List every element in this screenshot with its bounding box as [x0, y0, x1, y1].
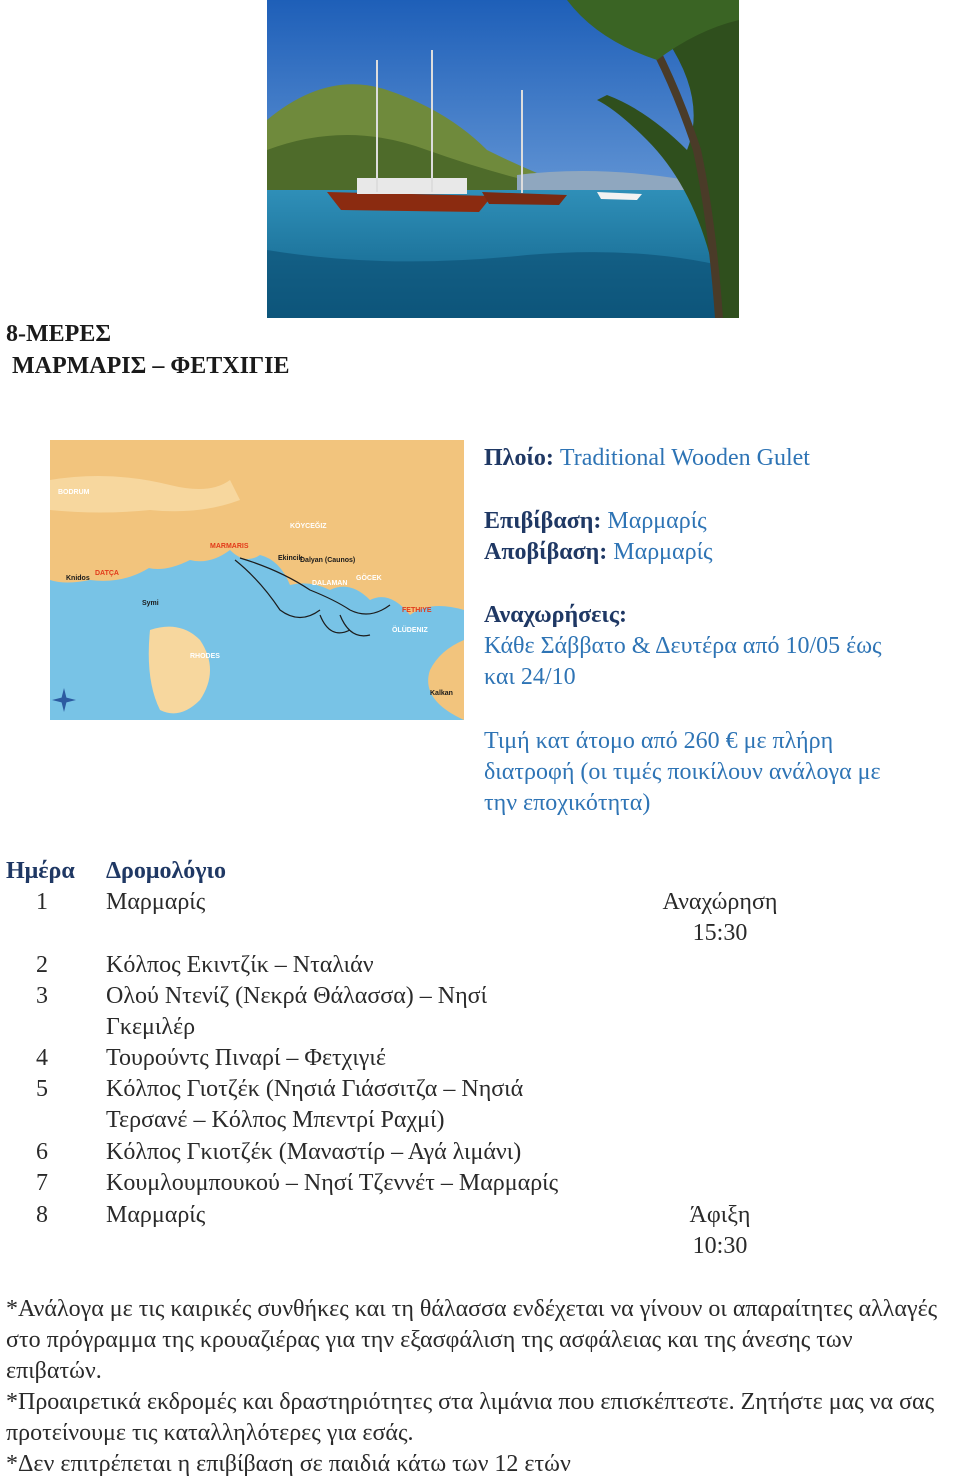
note-children: *Δεν επιτρέπεται η επιβίβαση σε παιδιά κάτω των 12 ετών [6, 1451, 571, 1477]
embark-line [484, 506, 707, 537]
route-text: Κόλπος Γκιοτζέκ (Μαναστίρ – Αγά λιμάνι) [106, 1139, 522, 1165]
day-number: 5 [36, 1076, 48, 1102]
price-line-3: την εποχικότητα) [484, 790, 651, 816]
map-label-koycegiz: KÖYCEĞIZ [290, 523, 327, 530]
col-day-header: Ημέρα [6, 858, 75, 884]
departure-time: 15:30 [692, 920, 748, 946]
route-text: Κουμλουμπουκού – Νησί Τζεννέτ – Μαρμαρίς [106, 1170, 559, 1196]
boat-value: Traditional Wooden Gulet [559, 445, 810, 471]
day-number: 3 [36, 983, 48, 1009]
route-text: Ολού Ντενίζ (Νεκρά Θάλασσα) – Νησί [106, 983, 488, 1009]
map-label-datca: DATÇA [95, 570, 119, 577]
map-label-marmaris: MARMARIS [210, 543, 249, 550]
route-text: Κόλπος Εκιντζίκ – Νταλιάν [106, 952, 374, 978]
boat-line [484, 443, 810, 474]
disembark-value: Μαρμαρίς [613, 539, 713, 565]
trip-title [6, 318, 290, 382]
departure-label: Αναχώρηση [662, 889, 778, 915]
price-line-1: Τιμή κατ άτομο από 260 € με πλήρη [484, 728, 834, 754]
boat-label: Πλοίο: [484, 445, 554, 471]
price-line-2: διατροφή (οι τιμές ποικίλουν ανάλογα με [484, 759, 881, 785]
departures-line-1: Κάθε Σάββατο & Δευτέρα από 10/05 έως [484, 633, 882, 659]
day-number: 7 [36, 1170, 48, 1196]
notes [6, 1294, 951, 1480]
route-text-cont: Τερσανέ – Κόλπος Μπεντρί Ραχμί) [106, 1107, 445, 1133]
note-excursions: *Προαιρετικά εκδρομές και δραστηριότητες στα λιμάνια που επισκέπτεστε. Ζητήστε μας να σας προτείνουμε τις καταλληλότερες για εσάς. [6, 1389, 935, 1446]
departures-block [484, 600, 882, 693]
day-number: 4 [36, 1045, 48, 1071]
arrival-time: 10:30 [692, 1233, 748, 1259]
map-label-knidos: Knidos [66, 575, 90, 582]
route-text: Τουρούντς Πιναρί – Φετχιγιέ [106, 1045, 386, 1071]
note-weather: *Ανάλογα με τις καιρικές συνθήκες και τη θάλασσα ενδέχεται να γίνουν οι απαραίτητες αλλαγές στο πρόγραμμα της κρουαζιέρας για την εξασφάλιση της ασφάλειας και της άνεσης των επιβατών. [6, 1296, 938, 1384]
map-label-dalaman: DALAMAN [312, 580, 348, 587]
price-block [484, 726, 881, 819]
embark-value: Μαρμαρίς [607, 508, 707, 534]
map-label-symi: Symi [142, 600, 159, 607]
map-label-fethiye: FETHIYE [402, 607, 432, 614]
map-label-oludeniz: ÖLÜDENIZ [392, 627, 428, 634]
disembark-line [484, 537, 713, 568]
map-label-dalyan: Dalyan (Caunos) [300, 557, 356, 564]
day-number: 6 [36, 1139, 48, 1165]
map-label-ekincik: Ekincik [278, 555, 303, 562]
departures-label: Αναχωρήσεις: [484, 602, 627, 628]
day-number: 2 [36, 952, 48, 978]
embark-label: Επιβίβαση: [484, 508, 602, 534]
trip-route: ΜΑΡΜΑΡΙΣ – ΦΕΤΧΙΓΙΕ [12, 353, 290, 379]
route-text: Μαρμαρίς [106, 889, 206, 915]
arrival-label: Άφιξη [689, 1202, 751, 1228]
map-label-rhodes: RHODES [190, 653, 220, 660]
map-label-kalkan: Kalkan [430, 690, 453, 697]
route-map [50, 440, 464, 720]
map-label-gocek: GÖCEK [356, 575, 382, 582]
disembark-label: Αποβίβαση: [484, 539, 608, 565]
route-text-cont: Γκεμιλέρ [106, 1014, 196, 1040]
map-label-bodrum: BODRUM [58, 489, 90, 496]
trip-duration: 8-ΜΕΡΕΣ [6, 321, 112, 347]
gulet-photo [267, 0, 739, 318]
col-route-header: Δρομολόγιο [106, 858, 226, 884]
route-text: Κόλπος Γιοτζέκ (Νησιά Γιάσσιτζα – Νησιά [106, 1076, 524, 1102]
day-number: 1 [36, 889, 48, 915]
day-number: 8 [36, 1202, 48, 1228]
departures-line-2: και 24/10 [484, 664, 576, 690]
route-text: Μαρμαρίς [106, 1202, 206, 1228]
